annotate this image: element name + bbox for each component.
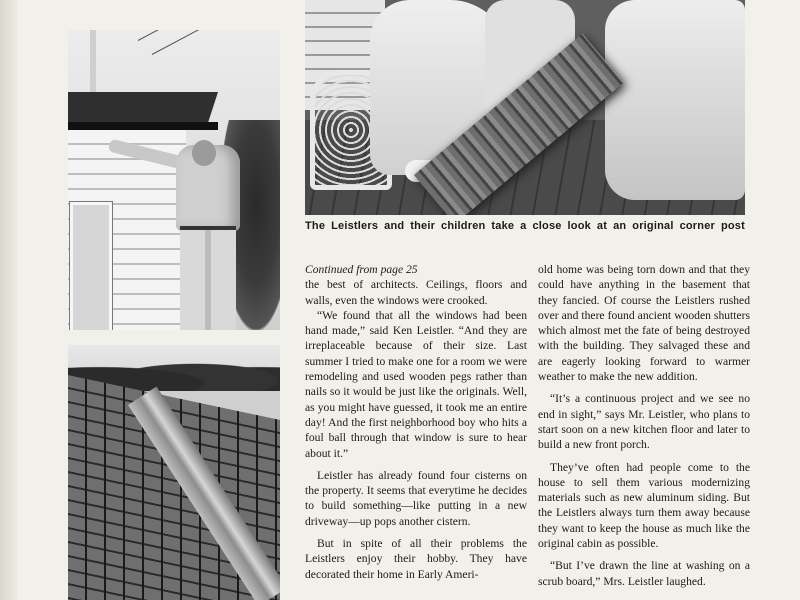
photo-caption: The Leistlers and their children take a close look at an original corner post — [305, 220, 745, 232]
photo-family-on-porch — [305, 0, 745, 215]
article-paragraph: “But I’ve drawn the line at washing on a scrub board,” Mrs. Leistler laughed. — [538, 559, 750, 588]
roof-eave — [68, 122, 218, 130]
man-head — [192, 140, 216, 166]
article-paragraph: the best of architects. Ceilings, floors and walls, even the windows were crooked. — [305, 278, 527, 307]
article-paragraph: They’ve often had people come to the house to sell them various modernizing materials such as new aluminum siding. But the Leistlers always turn them away because they want to keep the house as much like the original cabin as possible. — [538, 460, 750, 551]
article-column-right — [538, 262, 750, 589]
article-paragraph: “It’s a continuous project and we see no end in sight,” says Mr. Leistler, who plans to start soon on a new kitchen floor and later to build a new front porch. — [538, 392, 750, 452]
man-legs — [180, 230, 236, 330]
article-paragraph: But in spite of all their problems the Leistlers enjoy their hobby. They have decorated their home in Early Ameri- — [305, 537, 527, 581]
house-window — [70, 202, 112, 330]
article-column-left — [305, 262, 527, 582]
roof — [68, 92, 218, 124]
utility-pole — [90, 30, 96, 94]
article-paragraph: Leistler has already found four cisterns on the property. It seems that everytime he decides to build something—like putting in a new driveway—up pops another cistern. — [305, 468, 527, 528]
person — [605, 0, 745, 200]
article-paragraph: old home was being torn down and that they could have anything in the basement that they fancied. Of course the Leistlers rushed over and there found ancient wooden shutters which almost met the fate of being destroyed with the building. They salvaged these and are eagerly looking forward to warmer weather to make the new addition. — [538, 263, 750, 384]
photo-shingled-roof — [68, 345, 280, 600]
page-binding-edge — [0, 0, 18, 600]
article-paragraph: “We found that all the windows had been hand made,” said Ken Leistler. “And they are irreplaceable because of their size. Last summer I tried to make one for a room we were remodeling and used wooden pegs rather than nails so it would be just like the originals. Well, as you might have guessed, it took me an entire day! And the first neighborhood boy who hits a foul ball through that window is sure to hear about it.” — [305, 308, 527, 460]
continued-from-note: Continued from page 25 — [305, 263, 418, 276]
power-line — [138, 30, 244, 41]
photo-man-inspecting-house — [68, 30, 280, 330]
power-line — [152, 30, 258, 55]
